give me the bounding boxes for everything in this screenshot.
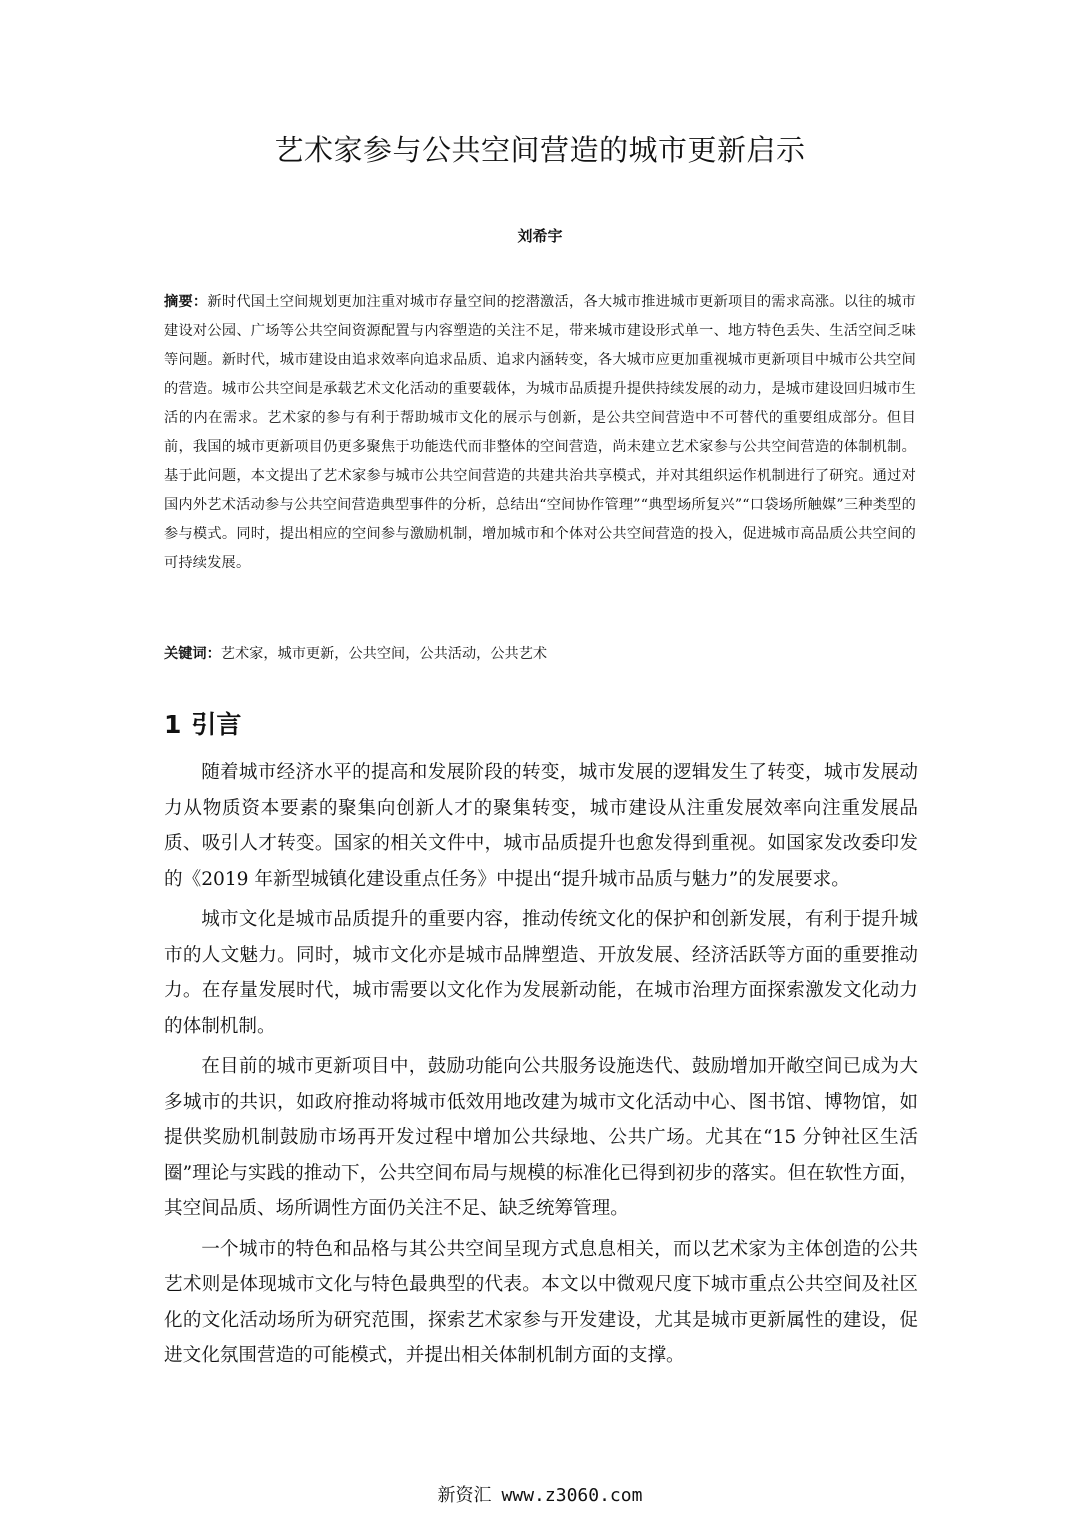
abstract-text: 新时代国土空间规划更加注重对城市存量空间的挖潜激活，各大城市推进城市更新项目的需求高涨。以往的城市建设对公园、广场等公共空间资源配置与内容塑造的关注不足，带来城市建设形式单一、地方特色丢失、生活空间乏味等问题。新时代，城市建设由追求效率向追求品质、追求内涵转变，各大城市应更加重视城市更新项目中城市公共空间的营造。城市公共空间是承载艺术文化活动的重要载体，为城市品质提升提供持续发展的动力，是城市建设回归城市生活的内在需求。艺术家的参与有利于帮助城市文化的展示与创新，是公共空间营造中不可替代的重要组成部分。但目前，我国的城市更新项目仍更多聚焦于功能迭代而非整体的空间营造，尚未建立艺术家参与公共空间营造的体制机制。基于此问题，本文提出了艺术家参与城市公共空间营造的共建共治共享模式，并对其组织运作机制进行了研究。通过对国内外艺术活动参与公共空间营造典型事件的分析，总结出“空间协作管理”“典型场所复兴”“口袋场所触媒”三种类型的参与模式。同时，提出相应的空间参与激励机制，增加城市和个体对公共空间营造的投入，促进城市高品质公共空间的可持续发展。 (164, 294, 916, 571)
keywords-text: 艺术家，城市更新，公共空间，公共活动，公共艺术 (220, 646, 548, 662)
footer-url[interactable]: www.z3060.com (501, 1485, 643, 1506)
body-paragraph: 一个城市的特色和品格与其公共空间呈现方式息息相关，而以艺术家为主体创造的公共艺术则是体现城市文化与特色最典型的代表。本文以中微观尺度下城市重点公共空间及社区化的文化活动场所为研究范围，探索艺术家参与开发建设，尤其是城市更新属性的建设，促进文化氛围营造的可能模式，并提出相关体制机制方面的支撑。 (164, 1238, 918, 1366)
footer-watermark (0, 1482, 1080, 1510)
body-paragraph: 随着城市经济水平的提高和发展阶段的转变，城市发展的逻辑发生了转变，城市发展动力从物质资本要素的聚集向创新人才的聚集转变，城市建设从注重发展效率向注重发展品质、吸引人才转变。国家的相关文件中，城市品质提升也愈发得到重视。如国家发改委印发的《2019 年新型城镇化建设重点任务》中提出“提升城市品质与魅力”的发展要求。 (164, 762, 918, 890)
section-title: 引言 (191, 710, 242, 739)
footer-site-name: 新资汇 (437, 1485, 492, 1506)
body-paragraph: 城市文化是城市品质提升的重要内容，推动传统文化的保护和创新发展，有利于提升城市的人文魅力。同时，城市文化亦是城市品牌塑造、开放发展、经济活跃等方面的重要推动力。在存量发展时代，城市需要以文化作为发展新动能，在城市治理方面探索激发文化动力的体制机制。 (164, 909, 918, 1037)
section-number: 1 (164, 710, 182, 739)
abstract-label: 摘要： (164, 294, 208, 310)
paper-title: 艺术家参与公共空间营造的城市更新启示 (274, 133, 806, 167)
section-heading (164, 705, 241, 745)
author-name: 刘希宇 (517, 227, 563, 245)
body-paragraph: 在目前的城市更新项目中，鼓励功能向公共服务设施迭代、鼓励增加开敞空间已成为大多城市的共识，如政府推动将城市低效用地改建为城市文化活动中心、图书馆、博物馆，如提供奖励机制鼓励市场再开发过程中增加公共绿地、公共广场。尤其在“15 分钟社区生活圈”理论与实践的推动下，公共空间布局与规模的标准化已得到初步的落实。但在软性方面，其空间品质、场所调性方面仍关注不足、缺乏统筹管理。 (164, 1056, 918, 1219)
keywords (164, 640, 916, 669)
section-body (164, 755, 918, 1379)
abstract (164, 288, 916, 578)
keywords-label: 关键词： (164, 646, 221, 662)
